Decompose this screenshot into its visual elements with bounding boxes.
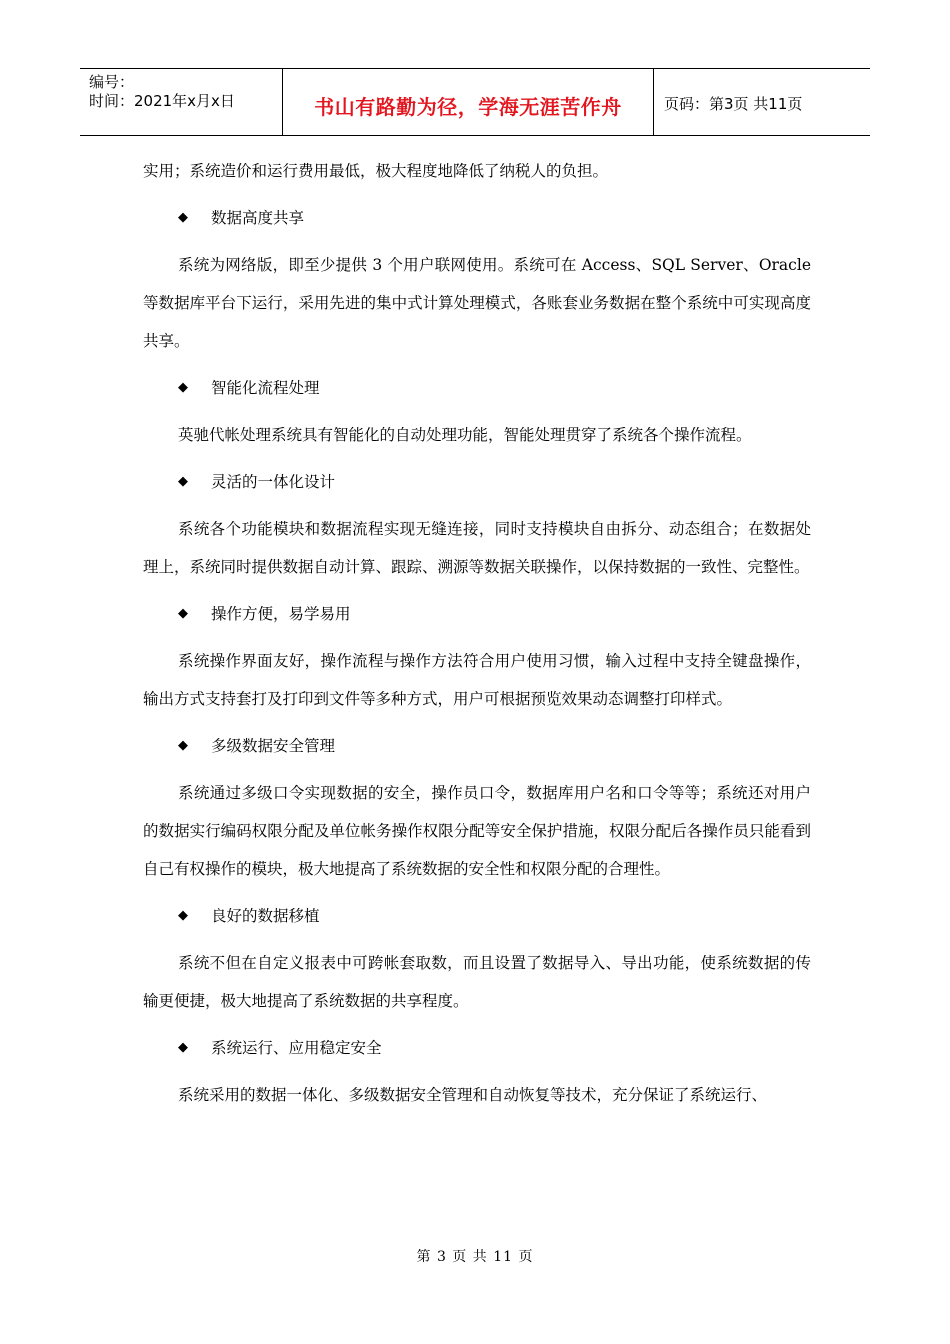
document-number-label: 编号： <box>89 73 135 91</box>
section-heading-text: 灵活的一体化设计 <box>211 473 336 491</box>
diamond-bullet-icon: ◆ <box>178 908 188 923</box>
page-footer-text: 第 3 页 共 11 页 <box>416 1249 534 1265</box>
diamond-bullet-icon: ◆ <box>178 1040 188 1055</box>
section-heading-text: 系统运行、应用稳定安全 <box>211 1039 382 1057</box>
section-heading <box>143 369 811 407</box>
section-heading-text: 多级数据安全管理 <box>211 737 336 755</box>
section-paragraph: 系统采用的数据一体化、多级数据安全管理和自动恢复等技术，充分保证了系统运行、 <box>178 1086 768 1104</box>
section-paragraph: 系统操作界面友好，操作流程与操作方法符合用户使用习惯，输入过程中支持全键盘操作，输出方式支持套打及打印到文件等多种方式，用户可根据预览效果动态调整打印样式。 <box>143 652 811 708</box>
header-meta <box>80 69 282 135</box>
header-page-info: 页码：第3页 共11页 <box>664 94 803 113</box>
header-motto: 书山有路勤为径，学海无涯苦作舟 <box>314 94 622 119</box>
section-paragraph: 系统通过多级口令实现数据的安全，操作员口令，数据库用户名和口令等等；系统还对用户的数据实行编码权限分配及单位帐务操作权限分配等安全保护措施，权限分配后各操作员只能看到自己有权操作的模块，极大地提高了系统数据的安全性和权限分配的合理性。 <box>143 784 811 878</box>
page-footer <box>0 1246 950 1266</box>
diamond-bullet-icon: ◆ <box>178 738 188 753</box>
section-paragraph: 系统为网络版，即至少提供 3 个用户联网使用。系统可在 Access、SQL Server、Oracle 等数据库平台下运行，采用先进的集中式计算处理模式，各账套业务数据在整个系统中可实现高度共享。 <box>143 256 811 350</box>
header-page-info-cell <box>654 69 870 135</box>
page-header <box>80 68 870 136</box>
section-paragraph: 系统各个功能模块和数据流程实现无缝连接，同时支持模块自由拆分、动态组合；在数据处理上，系统同时提供数据自动计算、跟踪、溯源等数据关联操作，以保持数据的一致性、完整性。 <box>143 520 811 576</box>
intro-paragraph: 实用；系统造价和运行费用最低，极大程度地降低了纳税人的负担。 <box>143 162 609 180</box>
section-heading <box>143 727 811 765</box>
section-heading <box>143 1029 811 1067</box>
diamond-bullet-icon: ◆ <box>178 380 188 395</box>
section-heading <box>143 199 811 237</box>
section-heading <box>143 897 811 935</box>
diamond-bullet-icon: ◆ <box>178 474 188 489</box>
section-heading-text: 数据高度共享 <box>211 209 305 227</box>
header-motto-cell <box>282 69 654 135</box>
section-heading <box>143 595 811 633</box>
section-heading <box>143 463 811 501</box>
section-heading-text: 智能化流程处理 <box>211 379 320 397</box>
section-paragraph: 英驰代帐处理系统具有智能化的自动处理功能，智能处理贯穿了系统各个操作流程。 <box>178 426 752 444</box>
document-body <box>143 152 811 1114</box>
section-heading-text: 操作方便，易学易用 <box>211 605 351 623</box>
diamond-bullet-icon: ◆ <box>178 606 188 621</box>
diamond-bullet-icon: ◆ <box>178 210 188 225</box>
section-paragraph: 系统不但在自定义报表中可跨帐套取数，而且设置了数据导入、导出功能，使系统数据的传输更便捷，极大地提高了系统数据的共享程度。 <box>143 954 811 1010</box>
section-heading-text: 良好的数据移植 <box>211 907 320 925</box>
document-date: 时间：2021年x月x日 <box>89 92 235 110</box>
